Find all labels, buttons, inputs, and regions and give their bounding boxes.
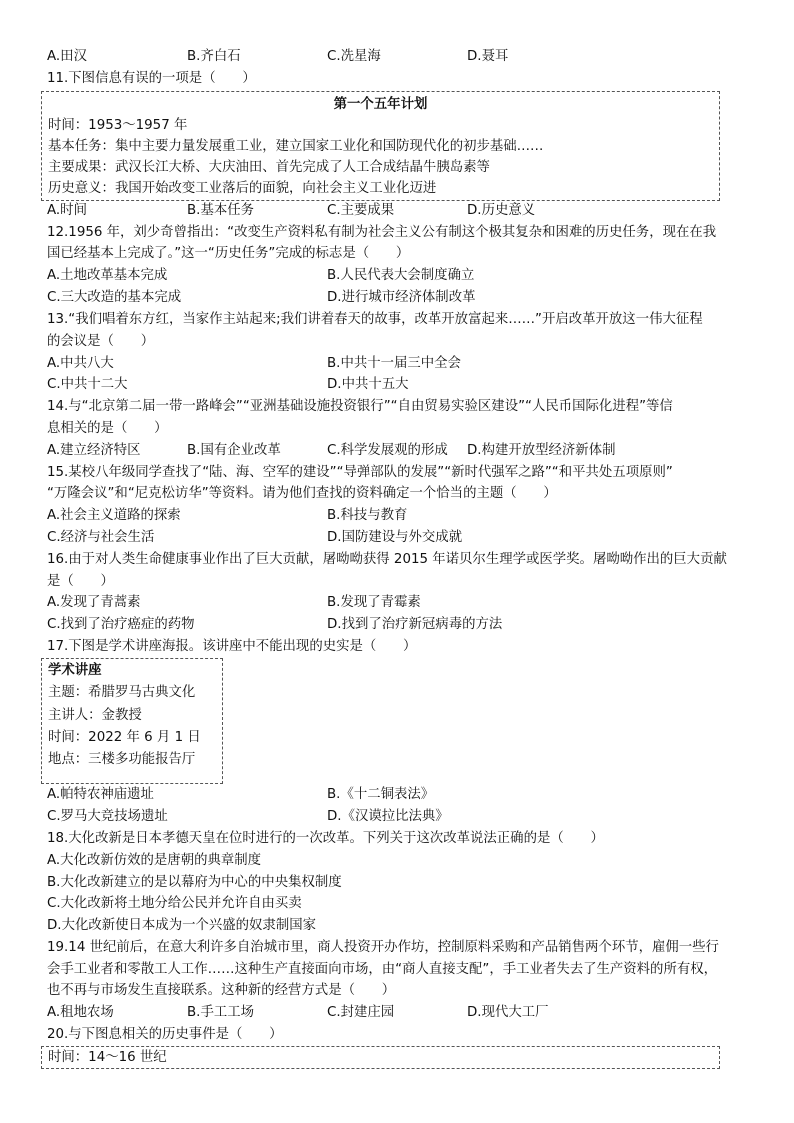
q15-option-a[interactable]: A.社会主义道路的探索 [47, 508, 181, 523]
five-year-plan-line: 基本任务：集中主要力量发展重工业，建立国家工业化和国防现代化的初步基础…… [48, 139, 544, 154]
q12-option-d[interactable]: D.进行城市经济体制改革 [327, 290, 476, 305]
q16-option-b[interactable]: B.发现了青霉素 [327, 595, 421, 610]
q14-stem: 14.与“北京第二届一带一路峰会”“亚洲基础设施投资银行”“自由贸易实验区建设”“人民币国际化进程”等信 [47, 399, 673, 414]
q19-option-d[interactable]: D.现代大工厂 [467, 1005, 549, 1020]
five-year-plan-line: 历史意义：我国开始改变工业落后的面貌，向社会主义工业化迈进 [48, 181, 437, 196]
q14-option-c[interactable]: C.科学发展观的形成 [327, 443, 448, 458]
q20-info-box [41, 1046, 720, 1069]
q18-option-c[interactable]: C.大化改新将土地分给公民并允许自由买卖 [47, 896, 302, 911]
five-year-plan-line: 时间：1953～1957 年 [48, 118, 188, 133]
q10-option-c[interactable]: C.冼星海 [327, 49, 381, 64]
q14-option-b[interactable]: B.国有企业改革 [187, 443, 281, 458]
q18-option-d[interactable]: D.大化改新使日本成为一个兴盛的奴隶制国家 [47, 918, 316, 933]
q11-option-d[interactable]: D.历史意义 [467, 203, 536, 218]
q19-option-c[interactable]: C.封建庄园 [327, 1005, 395, 1020]
q11-option-c[interactable]: C.主要成果 [327, 203, 395, 218]
q19-stem: 也不再与市场发生直接联系。这种新的经营方式是（ ） [47, 983, 396, 998]
q17-stem: 17.下图是学术讲座海报。该讲座中不能出现的史实是（ ） [47, 639, 417, 654]
q16-stem: 是（ ） [47, 574, 114, 589]
lecture-poster-line: 地点：三楼多功能报告厅 [48, 752, 196, 767]
q18-stem: 18.大化改新是日本孝德天皇在位时进行的一次改革。下列关于这次改革说法正确的是（ ） [47, 831, 604, 846]
q15-option-c[interactable]: C.经济与社会生活 [47, 530, 155, 545]
q18-option-b[interactable]: B.大化改新建立的是以幕府为中心的中央集权制度 [47, 875, 342, 890]
q14-stem: 息相关的是（ ） [47, 421, 168, 436]
q13-option-c[interactable]: C.中共十二大 [47, 377, 128, 392]
q12-option-b[interactable]: B.人民代表大会制度确立 [327, 268, 475, 283]
q13-option-b[interactable]: B.中共十一届三中全会 [327, 356, 461, 371]
q12-stem: 国已经基本上完成了。”这一“历史任务”完成的标志是（ ） [47, 246, 410, 261]
q15-stem: 15.某校八年级同学查找了“陆、海、空军的建设”“导弹部队的发展”“新时代强军之路”“和平共处五项原则” [47, 465, 673, 480]
lecture-poster-box [41, 658, 223, 784]
q19-stem: 会手工业者和零散工人工作……这种生产直接面向市场，由“商人直接支配”，手工业者失去了生产资料的所有权， [47, 962, 718, 977]
q18-option-a[interactable]: A.大化改新仿效的是唐朝的典章制度 [47, 853, 262, 868]
q10-option-b[interactable]: B.齐白石 [187, 49, 241, 64]
q17-option-b[interactable]: B.《十二铜表法》 [327, 787, 435, 802]
q16-option-a[interactable]: A.发现了青蒿素 [47, 595, 141, 610]
q10-option-d[interactable]: D.聂耳 [467, 49, 509, 64]
five-year-plan-line: 主要成果：武汉长江大桥、大庆油田、首先完成了人工合成结晶牛胰岛素等 [48, 160, 490, 175]
q16-stem: 16.由于对人类生命健康事业作出了巨大贡献，屠呦呦获得 2015 年诺贝尔生理学或医学奖。屠呦呦作出的巨大贡献 [47, 552, 727, 567]
lecture-poster-line: 主讲人：金教授 [48, 708, 142, 723]
q20-stem: 20.与下图息相关的历史事件是（ ） [47, 1027, 283, 1042]
q16-option-c[interactable]: C.找到了治疗癌症的药物 [47, 617, 195, 632]
lecture-poster-line: 主题：希腊罗马古典文化 [48, 685, 196, 700]
q15-option-b[interactable]: B.科技与教育 [327, 508, 408, 523]
q12-option-c[interactable]: C.三大改造的基本完成 [47, 290, 182, 305]
q19-option-b[interactable]: B.手工工场 [187, 1005, 255, 1020]
q20-info-line: 时间：14～16 世纪 [48, 1050, 167, 1065]
q17-option-d[interactable]: D.《汉谟拉比法典》 [327, 809, 449, 824]
q17-option-c[interactable]: C.罗马大竞技场遗址 [47, 809, 168, 824]
q10-option-a[interactable]: A.田汉 [47, 49, 87, 64]
q15-stem: “万隆会议”和“尼克松访华”等资料。请为他们查找的资料确定一个恰当的主题（ ） [47, 486, 557, 501]
q13-stem: 13.“我们唱着东方红，当家作主站起来;我们讲着春天的故事，改革开放富起来……”开启改革开放这一伟大征程 [47, 312, 703, 327]
five-year-plan-box [41, 91, 720, 201]
five-year-plan-title: 第一个五年计划 [333, 97, 428, 112]
q12-option-a[interactable]: A.土地改革基本完成 [47, 268, 168, 283]
q12-stem: 12.1956 年，刘少奇曾指出：“改变生产资料私有制为社会主义公有制这个极其复杂和困难的历史任务，现在在我 [47, 225, 717, 240]
q14-option-a[interactable]: A.建立经济特区 [47, 443, 141, 458]
q15-option-d[interactable]: D.国防建设与外交成就 [327, 530, 463, 545]
q14-option-d[interactable]: D.构建开放型经济新体制 [467, 443, 616, 458]
q13-option-a[interactable]: A.中共八大 [47, 356, 114, 371]
q17-option-a[interactable]: A.帕特农神庙遗址 [47, 787, 154, 802]
q19-stem: 19.14 世纪前后，在意大利许多自治城市里，商人投资开办作坊，控制原料采购和产品销售两个环节，雇佣一些行 [47, 940, 719, 955]
lecture-poster-line: 时间：2022 年 6 月 1 日 [48, 730, 201, 745]
q11-option-b[interactable]: B.基本任务 [187, 203, 255, 218]
q19-option-a[interactable]: A.租地农场 [47, 1005, 114, 1020]
q11-stem: 11.下图信息有误的一项是（ ） [47, 71, 256, 86]
q13-stem: 的会议是（ ） [47, 334, 155, 349]
lecture-poster-title: 学术讲座 [48, 663, 102, 678]
q11-option-a[interactable]: A.时间 [47, 203, 87, 218]
q13-option-d[interactable]: D.中共十五大 [327, 377, 409, 392]
q16-option-d[interactable]: D.找到了治疗新冠病毒的方法 [327, 617, 503, 632]
